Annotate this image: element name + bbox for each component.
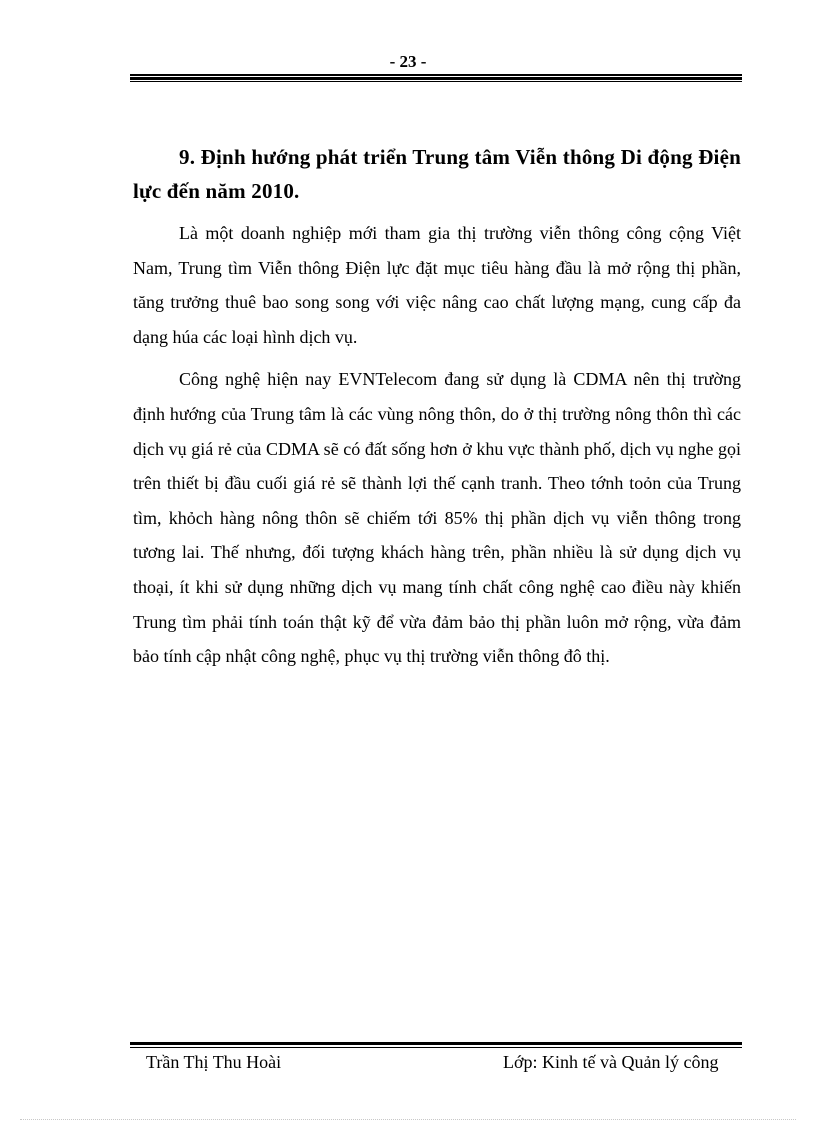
page-content bbox=[133, 140, 741, 674]
page-number: - 23 - bbox=[389, 52, 427, 71]
section-heading: 9. Định hướng phát triển Trung tâm Viễn thông Di động Điện lực đến năm 2010. bbox=[133, 145, 741, 203]
header-rule-thick bbox=[130, 77, 742, 80]
footer-rule-thick bbox=[130, 1042, 742, 1045]
header-rule-thin-bottom bbox=[130, 81, 742, 82]
footer-rule bbox=[130, 1042, 742, 1049]
paragraph-technology: Công nghệ hiện nay EVNTelecom đang sử dụng là CDMA nên thị trường định hướng của Trung tâm là các vùng nông thôn, do ở thị trường nông thôn thì các dịch vụ giá rẻ của CDMA sẽ có đất sống hơn ở khu vực thành phố, dịch vụ nghe gọi trên thiết bị đầu cuối giá rẻ sẽ thành lợi thế cạnh tranh. Theo tớnh toỏn của Trung tìm, khỏch hàng nông thôn sẽ chiếm tới 85% thị phần dịch vụ viễn thông trong tương lai. Thế nhưng, đối tượng khách hàng trên, phần nhiều là sử dụng dịch vụ thoại, ít khi sử dụng những dịch vụ mang tính chất công nghệ cao điều này khiến Trung tìm phải tính toán thật kỹ để vừa đảm bảo thị phần luôn mở rộng, vừa đảm bảo tính cập nhật công nghệ, phục vụ thị trường viễn thông đô thị. bbox=[133, 369, 741, 667]
page-bottom-border bbox=[20, 1119, 796, 1120]
footer-class: Lớp: Kinh tế và Quản lý công bbox=[503, 1052, 719, 1072]
paragraph-intro: Là một doanh nghiệp mới tham gia thị trường viễn thông công cộng Việt Nam, Trung tìm Viễn thông Điện lực đặt mục tiêu hàng đầu là mở rộng thị phần, tăng trưởng thuê bao song song với việc nâng cao chất lượng mạng, cung cấp đa dạng húa các loại hình dịch vụ. bbox=[133, 223, 741, 347]
header-rule-thin-top bbox=[130, 74, 742, 76]
footer-rule-thin bbox=[130, 1047, 742, 1048]
header-rule bbox=[130, 74, 742, 82]
footer-author: Trần Thị Thu Hoài bbox=[146, 1052, 282, 1072]
